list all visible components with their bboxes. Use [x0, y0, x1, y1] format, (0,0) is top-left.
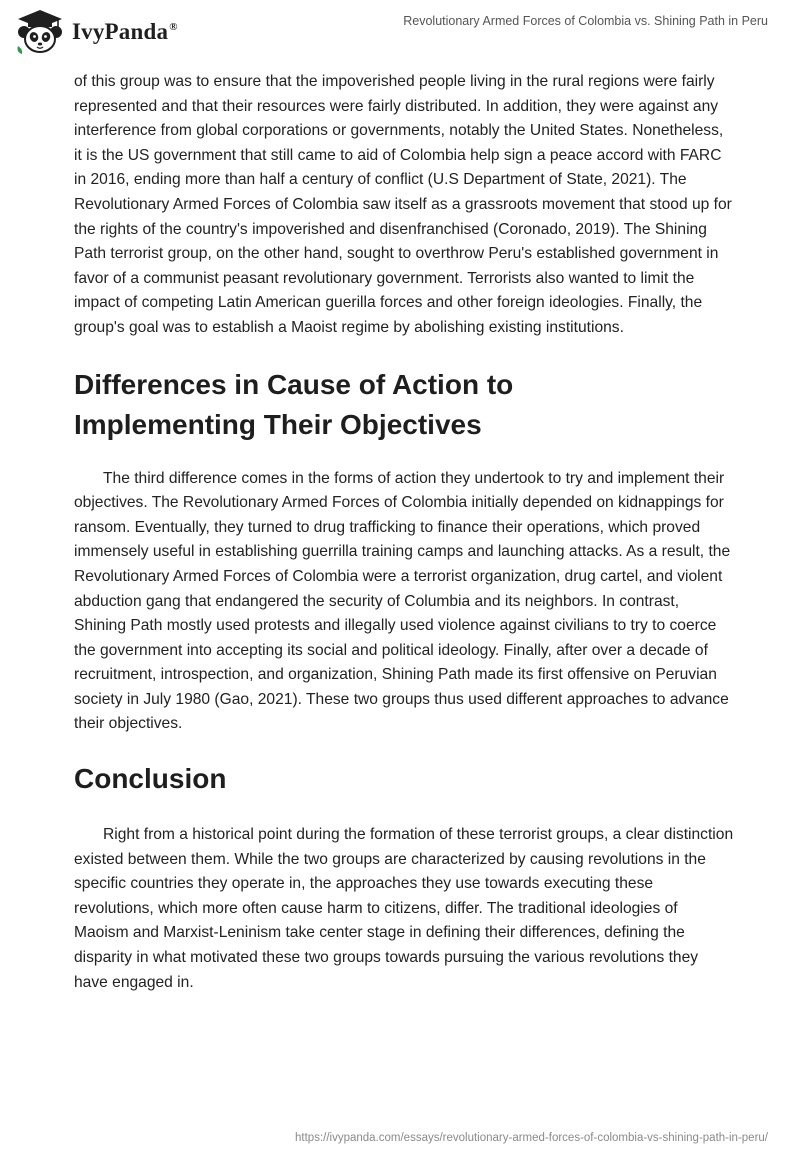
source-url[interactable]: https://ivypanda.com/essays/revolutionary-armed-forces-of-colombia-vs-shining-path-in-peru/ — [295, 1132, 768, 1144]
document-title: Revolutionary Armed Forces of Colombia vs. Shining Path in Peru — [403, 14, 768, 28]
intro-paragraph: of this group was to ensure that the impoverished people living in the rural regions were fairly represented and that their resources were fairly distributed. In addition, they were against any interference from global corporations or governments, notably the United States. Nonetheless, it is the US government that still came to aid of Colombia help sign a peace accord with FARC in 2016, ending more than half a century of conflict (U.S Department of State, 2021). The Revolutionary Armed Forces of Colombia saw itself as a grassroots movement that stood up for the rights of the country's impoverished and disenfranchised (Coronado, 2019). The Shining Path terrorist group, on the other hand, sought to overthrow Peru's established government in favor of a communist peasant revolutionary government. Terrorists also wanted to limit the impact of competing Latin American guerilla forces and other foreign ideologies. Finally, the group's goal was to establish a Maoist regime by abolishing existing institutions. — [74, 73, 732, 336]
differences-paragraph: The third difference comes in the forms of action they undertook to try and implement their objectives. The Revolutionary Armed Forces of Colombia initially depended on kidnappings for ransom. Eventually, they turned to drug trafficking to finance their operations, which proved immensely useful in establishing guerrilla training camps and launching attacks. As a result, the Revolutionary Armed Forces of Colombia were a terrorist organization, drug cartel, and violent abduction gang that endangered the security of Columbia and its neighbors. In contrast, Shining Path mostly used protests and illegally used violence against civilians to try to coerce the government into accepting its social and political ideology. Finally, after over a decade of recruitment, introspection, and organization, Shining Path made its first offensive on Peruvian society in July 1980 (Gao, 2021). These two groups thus used different approaches to advance their objectives. — [74, 469, 731, 733]
essay-content — [74, 70, 734, 995]
brand-name: IvyPanda® — [72, 19, 178, 44]
panda-graduate-icon — [14, 8, 66, 56]
conclusion-heading: Conclusion — [74, 763, 227, 795]
differences-heading: Differences in Cause of Action to Implementing Their Objectives — [74, 368, 514, 440]
conclusion-paragraph: Right from a historical point during the formation of these terrorist groups, a clear distinction existed between them. While the two groups are characterized by causing revolutions in the specific countries they operate in, the approaches they use towards executing these revolutions, which more often cause harm to citizens, differ. The traditional ideologies of Maoism and Marxist-Leninism take center stage in defining their differences, defining the disparity in what motivated these two groups towards pursuing the various revolutions they have engaged in. — [74, 826, 734, 991]
page-header — [0, 0, 800, 64]
brand-logo[interactable] — [14, 8, 178, 56]
